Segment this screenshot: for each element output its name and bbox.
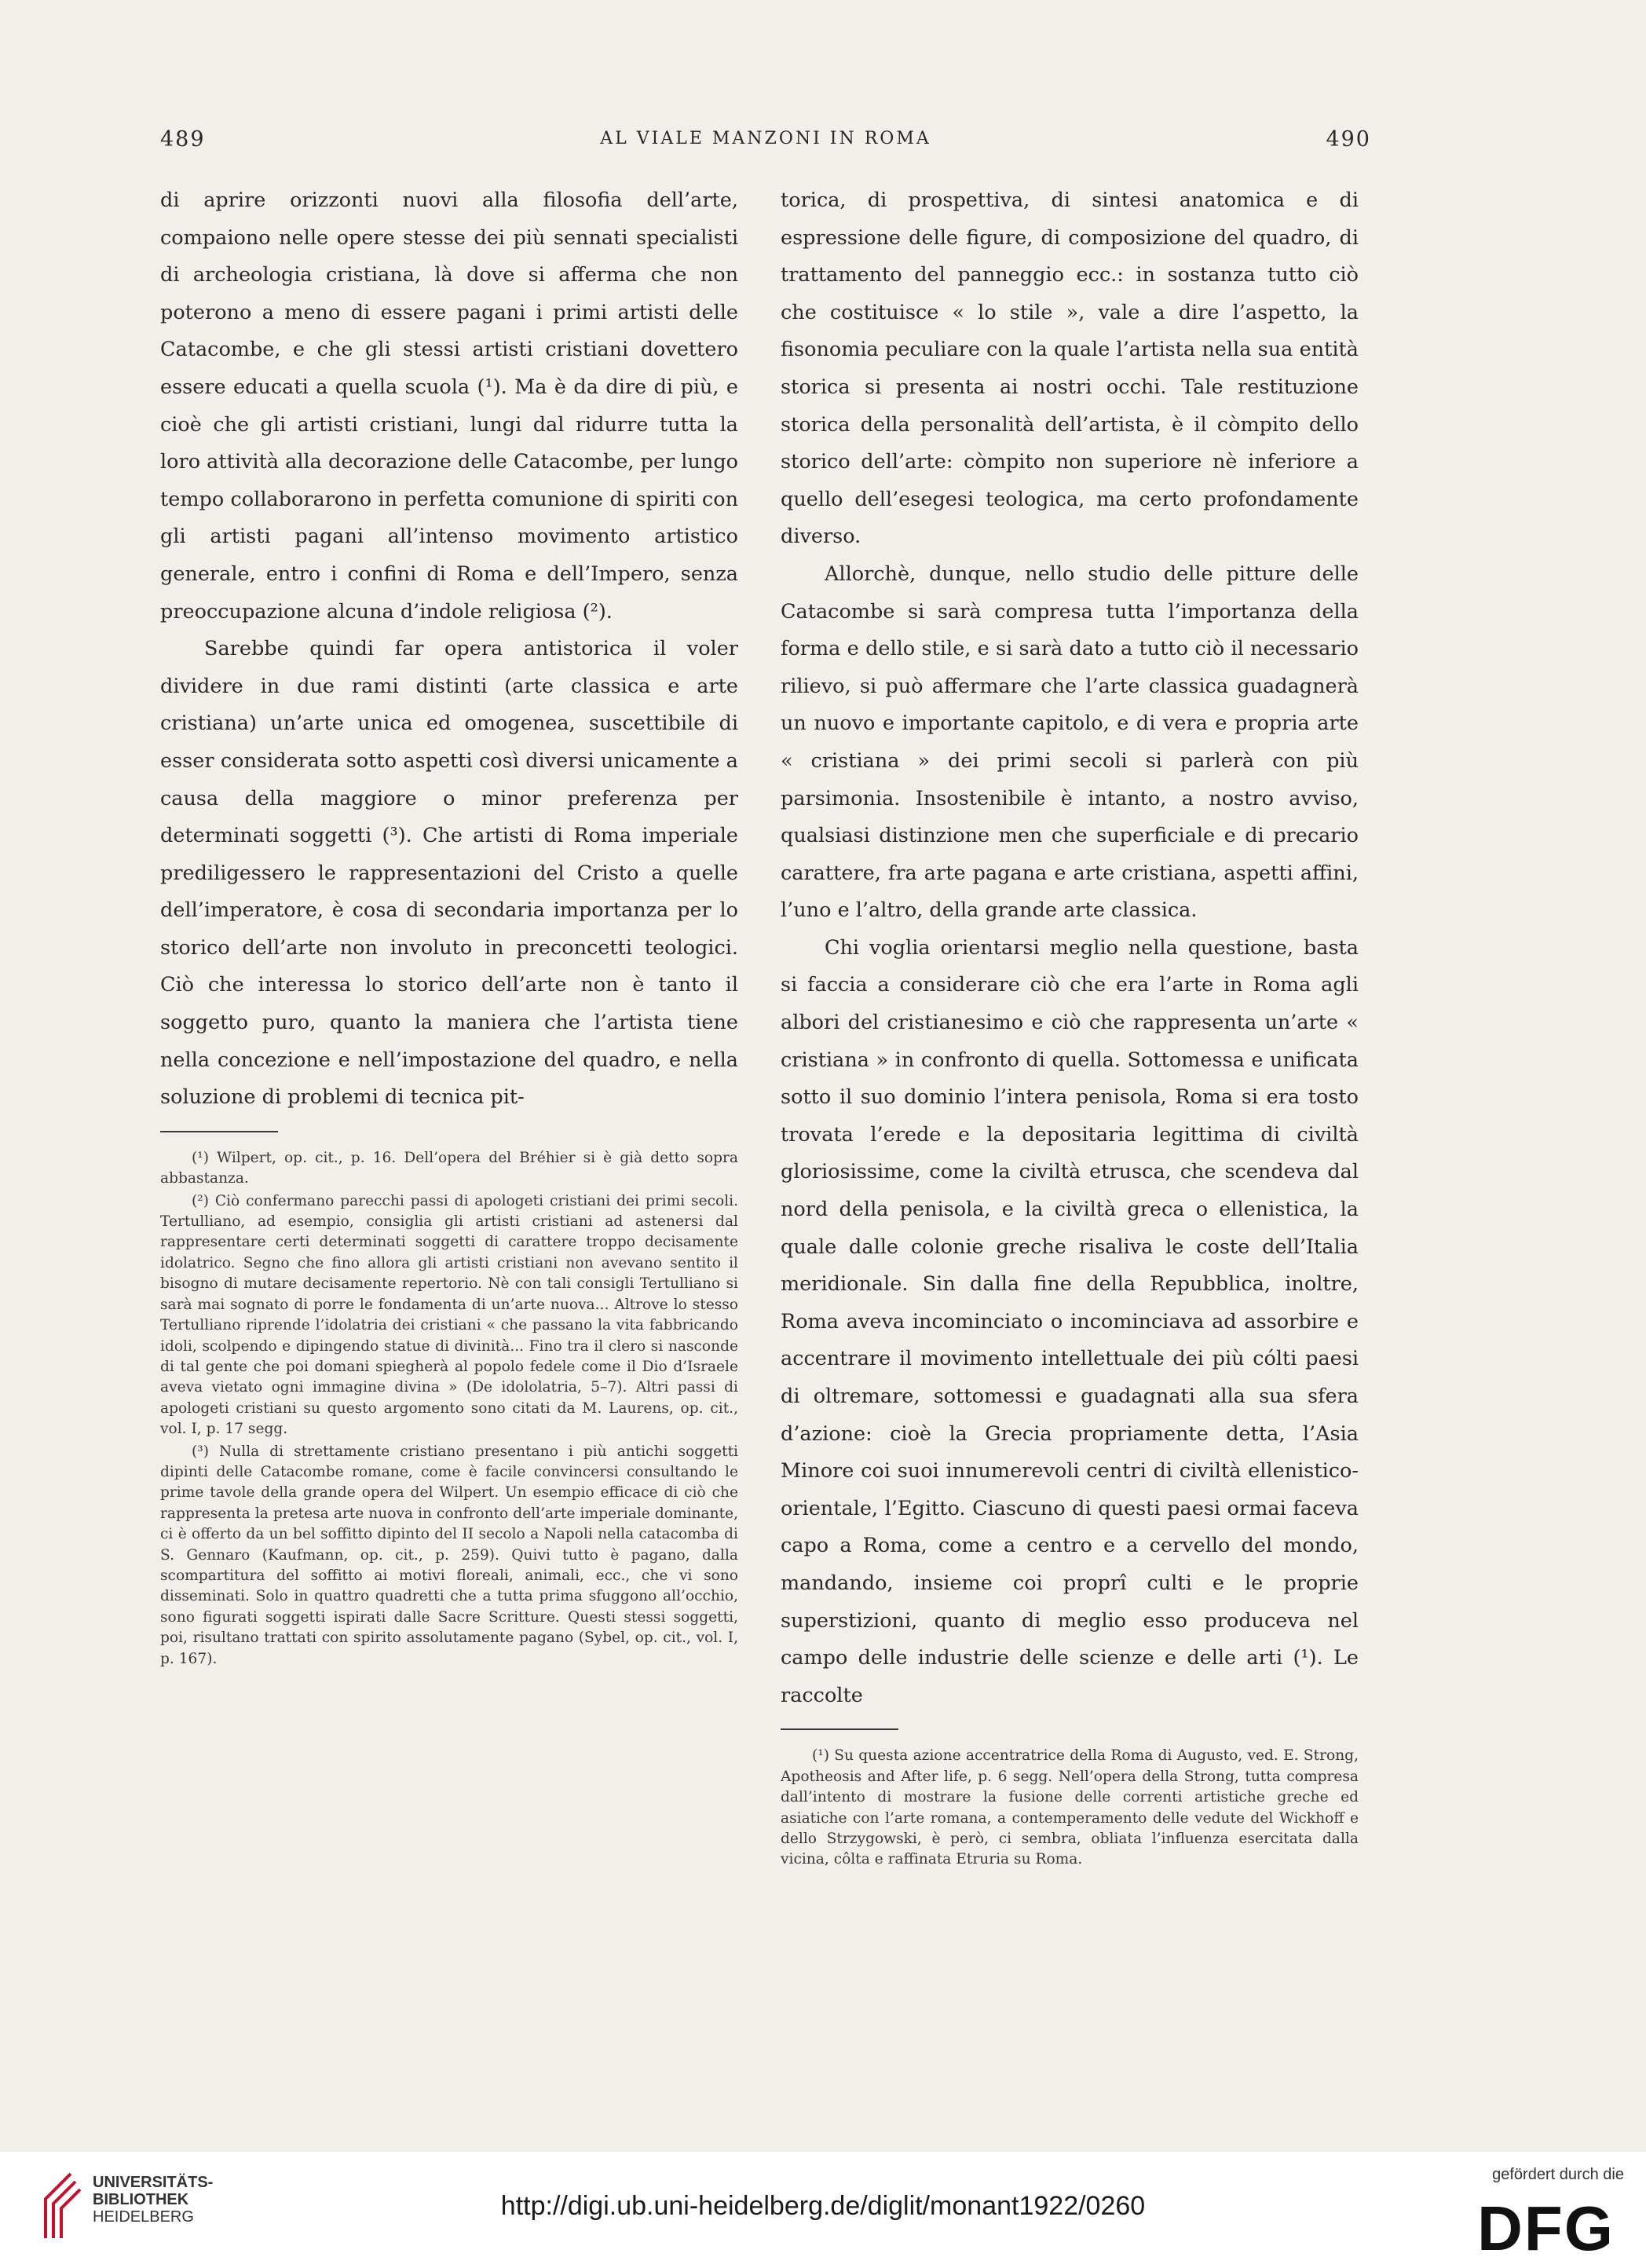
dfg-logo: DFG: [1477, 2193, 1615, 2263]
running-title: AL VIALE MANZONI IN ROMA: [600, 129, 931, 148]
library-name-line: HEIDELBERG: [93, 2208, 194, 2226]
right-body-text: [781, 182, 1359, 1714]
body-paragraph: Chi voglia orientarsi meglio nella questione, basta si faccia a considerare ciò che era l’arte in Roma agli albori del cristianesimo e ciò che rappresenta un’arte « cristiana » in confronto di quella. Sottomessa e unificata sotto il suo dominio l’intera penisola, Roma si era tosto trovata l’erede e la depositaria legittima di civiltà gloriosissime, come la civiltà etrusca, che scendeva dal nord della penisola, e la civiltà greca o ellenistica, la quale dalle colonie greche risaliva le coste dell’Italia meridionale. Sin dalla fine della Repubblica, inoltre, Roma aveva incominciato o incominciava ad assorbire e accentrare il movimento intellettuale dei più cólti paesi di oltremare, sottomessi e guadagnati alla sua sfera d’azione: cioè la Grecia propriamente detta, l’Asia Minore coi suoi innumerevoli centri di civiltà ellenistico-orientale, l’Egitto. Ciascuno di questi paesi ormai faceva capo a Roma, come a centro e a cervello del mondo, mandando, insieme coi proprî culti e le proprie superstizioni, quanto di meglio esso produceva nel campo delle industrie delle scienze e delle arti (¹). Le raccolte: [781, 935, 1359, 1707]
page-number-left: 489: [160, 127, 206, 152]
body-paragraph: Sarebbe quindi far opera antistorica il voler dividere in due rami distinti (arte classica e arte cristiana) un’arte unica ed omogenea, suscettibile di esser considerata sotto aspetti così diversi unicamente a causa della maggiore o minor preferenza per determinati soggetti (³). Che artisti di Roma imperiale prediligessero le rappresentazioni del Cristo a quelle dell’imperatore, è cosa di secondaria importanza per lo storico dell’arte non involuto in preconcetti teologici. Ciò che interessa lo storico dell’arte non è tanto il soggetto puro, quanto la maniera che l’artista tiene nella concezione e nell’impostazione del quadro, e nella soluzione di problemi di tecnica pit-: [160, 637, 738, 1110]
body-paragraph: di aprire orizzonti nuovi alla filosofia dell’arte, compaiono nelle opere stesse dei più sennati specialisti di archeologia cristiana, là dove si afferma che non poterono a meno di essere pagani i primi artisti delle Catacombe, e che gli stessi artisti cristiani dovettero essere educati a quella scuola (¹). Ma è da dire di più, e cioè che gli artisti cristiani, lungi dal ridurre tutta la loro attività alla decorazione delle Catacombe, per lungo tempo collaborarono in perfetta comunione di spiriti con gli artisti pagani all’intenso movimento artistico generale, entro i confini di Roma e dell’Impero, senza preoccupazione alcuna d’indole religiosa (²).: [160, 188, 738, 624]
footnote: (¹) Wilpert, op. cit., p. 16. Dell’opera del Bréhier si è già detto sopra abbastanza.: [160, 1149, 738, 1187]
running-head: [160, 127, 1371, 159]
footnote-divider: [160, 1131, 278, 1132]
viewer-footer: [0, 2152, 1646, 2268]
funding-note: gefördert durch die: [1492, 2166, 1624, 2183]
page-number-right: 490: [1326, 127, 1371, 152]
footnote: (²) Ciò confermano parecchi passi di apologeti cristiani dei primi secoli. Tertulliano, ad esempio, consiglia gli artisti cristiani ad astenersi dal rappresentare certi determinati soggetti di carattere troppo decisamente idolatrico. Segno che fino allora gli artisti cristiani non avevano sentito il bisogno di mutare decisamente repertorio. Nè con tali consigli Tertulliano si sarà mai sognato di porre le fondamenta di un’arte nuova... Altrove lo stesso Tertulliano riprende l’idolatria dei cristiani « che passano la vita fabbricando idoli, scolpendo e dipingendo statue di divinità... Fino tra il clero si nasconde di tal gente che poi domani spiegherà al popolo fedele come il Dio d’Israele aveva vietato ogni immagine divina » (De idololatria, 5–7). Altri passi di apologeti cristiani su questo argomento sono citati da M. Laurens, op. cit., vol. I, p. 17 segg.: [160, 1192, 738, 1438]
right-column: [781, 182, 1359, 1872]
library-name-line: UNIVERSITÄTS-: [93, 2174, 214, 2191]
permalink-url[interactable]: http://digi.ub.uni-heidelberg.de/diglit/monant1922/0260: [500, 2191, 1146, 2221]
body-paragraph: Allorchè, dunque, nello studio delle pitture delle Catacombe si sarà compresa tutta l’importanza della forma e dello stile, e si sarà dato a tutto ciò il necessario rilievo, si può affermare che l’arte classica guadagnerà un nuovo e importante capitolo, e di vera e propria arte « cristiana » dei primi secoli si parlerà con più parsimonia. Insostenibile è intanto, a nostro avviso, qualsiasi distinzione men che superficiale e di precario carattere, fra arte pagana e arte cristiana, aspetti affini, l’uno e l’altro, della grande arte classica.: [781, 562, 1359, 923]
right-footnotes: [781, 1746, 1359, 1870]
footnote: (¹) Su questa azione accentratrice della Roma di Augusto, ved. E. Strong, Apotheosis and After life, p. 6 segg. Nell’opera della Strong, tutta compresa dall’intento di mostrare la fusione delle correnti artistiche greche ed asiatiche con l’arte romana, a contemperamento delle vedute del Wickhoff e dello Strzygowski, è però, ci sembra, obliata l’influenza esercitata dalla vicina, côlta e raffinata Etruria su Roma.: [781, 1747, 1359, 1868]
footnote-divider: [781, 1728, 898, 1730]
left-body-text: [160, 182, 738, 1117]
left-column: [160, 182, 738, 1671]
left-footnotes: [160, 1148, 738, 1670]
body-paragraph: torica, di prospettiva, di sintesi anatomica e di espressione delle figure, di composizione del quadro, di trattamento del panneggio ecc.: in sostanza tutto ciò che costituisce « lo stile », vale a dire l’aspetto, la fisonomia peculiare con la quale l’artista nella sua entità storica si presenta ai nostri occhi. Tale restituzione storica della personalità dell’artista, è il còmpito dello storico dell’arte: còmpito non superiore nè inferiore a quello dell’esegesi teologica, ma certo profondamente diverso.: [781, 188, 1359, 549]
footnote: (³) Nulla di strettamente cristiano presentano i più antichi soggetti dipinti delle Catacombe romane, come è facile convincersi consultando le prime tavole della grande opera del Wilpert. Un esempio efficace di ciò che rappresenta la pretesa arte nuova in confronto dell’arte imperiale dominante, ci è offerto da un bel soffitto dipinto del II secolo a Napoli nella catacomba di S. Gennaro (Kaufmann, op. cit., p. 259). Quivi tutto è pagano, dalla scompartitura del soffitto ai motivi floreali, animali, ecc., che vi sono disseminati. Solo in quattro quadretti che a tutta prima sfuggono all’occhio, sono figurati soggetti ispirati dalle Sacre Scritture. Questi stessi soggetti, poi, risultano trattati con spirito assolutamente pagano (Sybel, op. cit., vol. I, p. 167).: [160, 1443, 738, 1667]
library-name-line: BIBLIOTHEK: [93, 2191, 189, 2208]
